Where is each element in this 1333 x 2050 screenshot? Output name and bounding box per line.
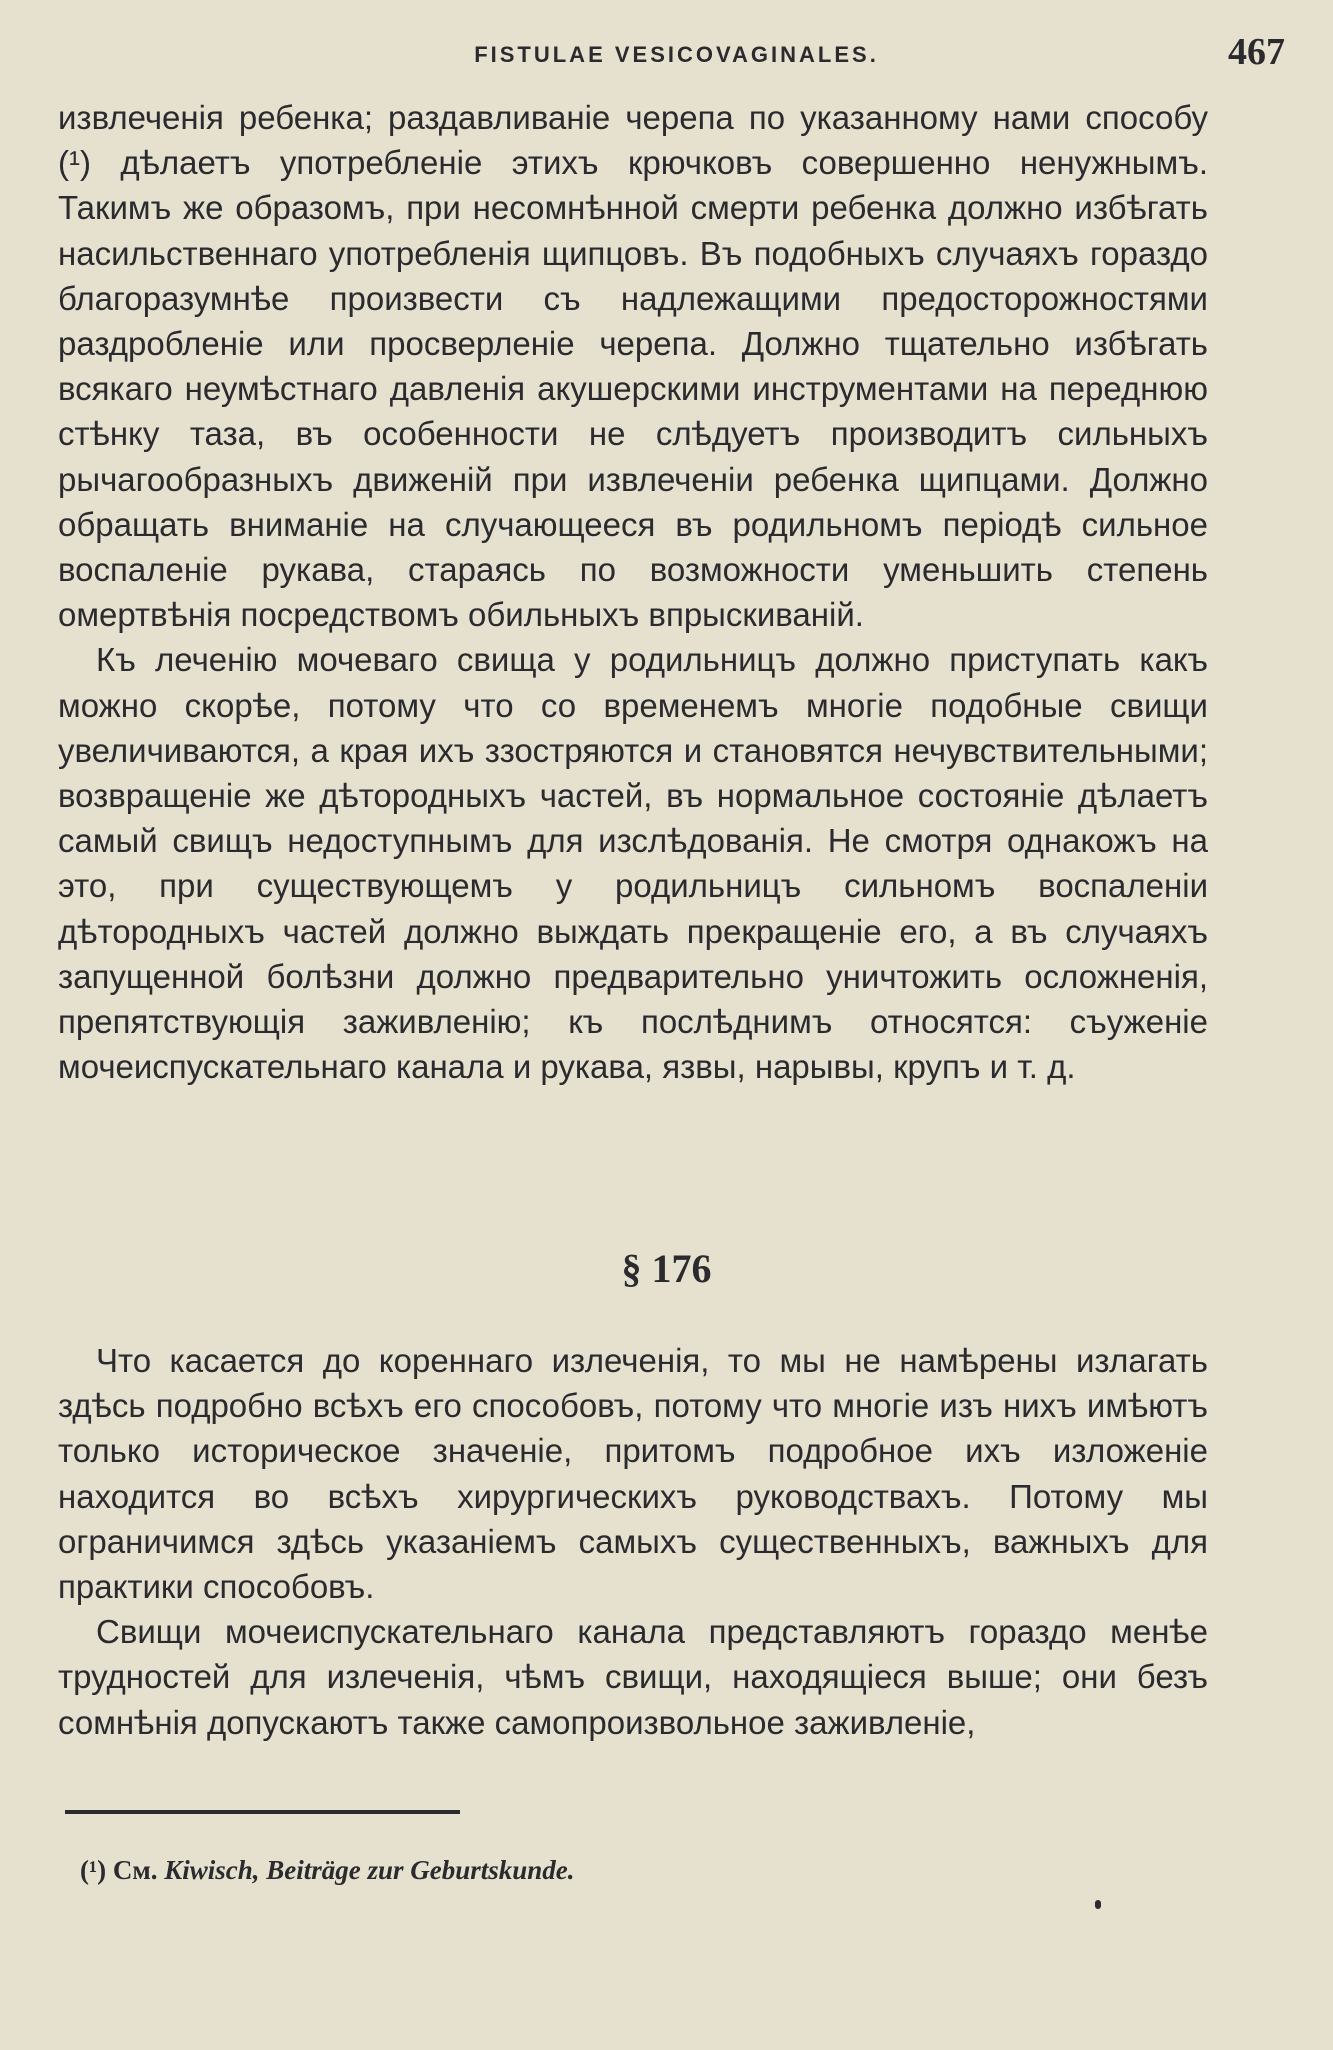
page-number: 467 (1228, 31, 1285, 73)
running-head (60, 30, 1293, 74)
ink-speck (1095, 1900, 1101, 1909)
running-title: FISTULAE VESICOVAGINALES. (474, 42, 879, 67)
paragraph: Что касается до кореннаго излеченія, то мы не намѣрены излагать здѣсь подробно всѣхъ его способовъ, потому что многіе изъ нихъ имѣютъ только историческое значеніе, притомъ подробное ихъ изложеніе находится во всѣхъ хирургическихъ руководствахъ. Потому мы ограничимся здѣсь указаніемъ самыхъ существенныхъ, важныхъ для практики способовъ. (58, 1342, 1208, 1606)
footnote (80, 1855, 575, 1886)
paragraph: Свищи мочеиспускательнаго канала представляютъ гораздо менѣе трудностей для излеченія, чѣмъ свищи, находящіеся выше; они безъ сомнѣнія допускаютъ также самопроизвольное заживленіе, (58, 1613, 1208, 1741)
paragraph: извлеченія ребенка; раздавливаніе черепа по указанному нами способу (¹) дѣлаетъ употребленіе этихъ крючковъ совершенно ненужнымъ. Такимъ же образомъ, при несомнѣнной смерти ребенка должно избѣгать насильственнаго употребленія щипцовъ. Въ подобныхъ случаяхъ гораздо благоразумнѣе произвести съ надлежащими предосторожностями раздробленіе или просверленіе черепа. Должно тщательно избѣгать всякаго неумѣстнаго давленія акушерскими инструментами на переднюю стѣнку таза, въ особенности не слѣдуетъ производитъ сильныхъ рычагообразныхъ движеній при извлеченіи ребенка щипцами. Должно обращать вниманіе на случающееся въ родильномъ періодѣ сильное воспаленіе рукава, стараясь по возможности уменьшить степень омертвѣнія посредствомъ обильныхъ впрыскиваній. (58, 99, 1208, 634)
footnote-rule (65, 1810, 460, 1814)
footnote-citation: Kiwisch, Beiträge zur Geburtskunde. (164, 1855, 575, 1885)
body-text-continued (58, 1338, 1208, 1745)
paragraph: Къ леченію мочеваго свища у родильницъ должно приступать какъ можно скорѣе, потому что со временемъ многіе подобные свищи увеличиваются, а края ихъ ззостряются и становятся нечувствительными; возвращеніе же дѣтородныхъ частей, въ нормальное состояніе дѣлаетъ самый свищъ недоступнымъ для изслѣдованія. Не смотря однакожъ на это, при существующемъ у родильницъ сильномъ воспаленіи дѣтородныхъ частей должно выждать прекращеніе его, а въ случаяхъ запущенной болѣзни должно предварительно уничтожить осложненія, препятствующія заживленію; къ послѣднимъ относятся: съуженіе мочеиспускательнаго канала и рукава, язвы, нарывы, крупъ и т. д. (58, 641, 1208, 1086)
section-heading: § 176 (621, 1246, 712, 1291)
body-text (58, 95, 1208, 1089)
footnote-marker: (¹) См. (80, 1855, 158, 1885)
